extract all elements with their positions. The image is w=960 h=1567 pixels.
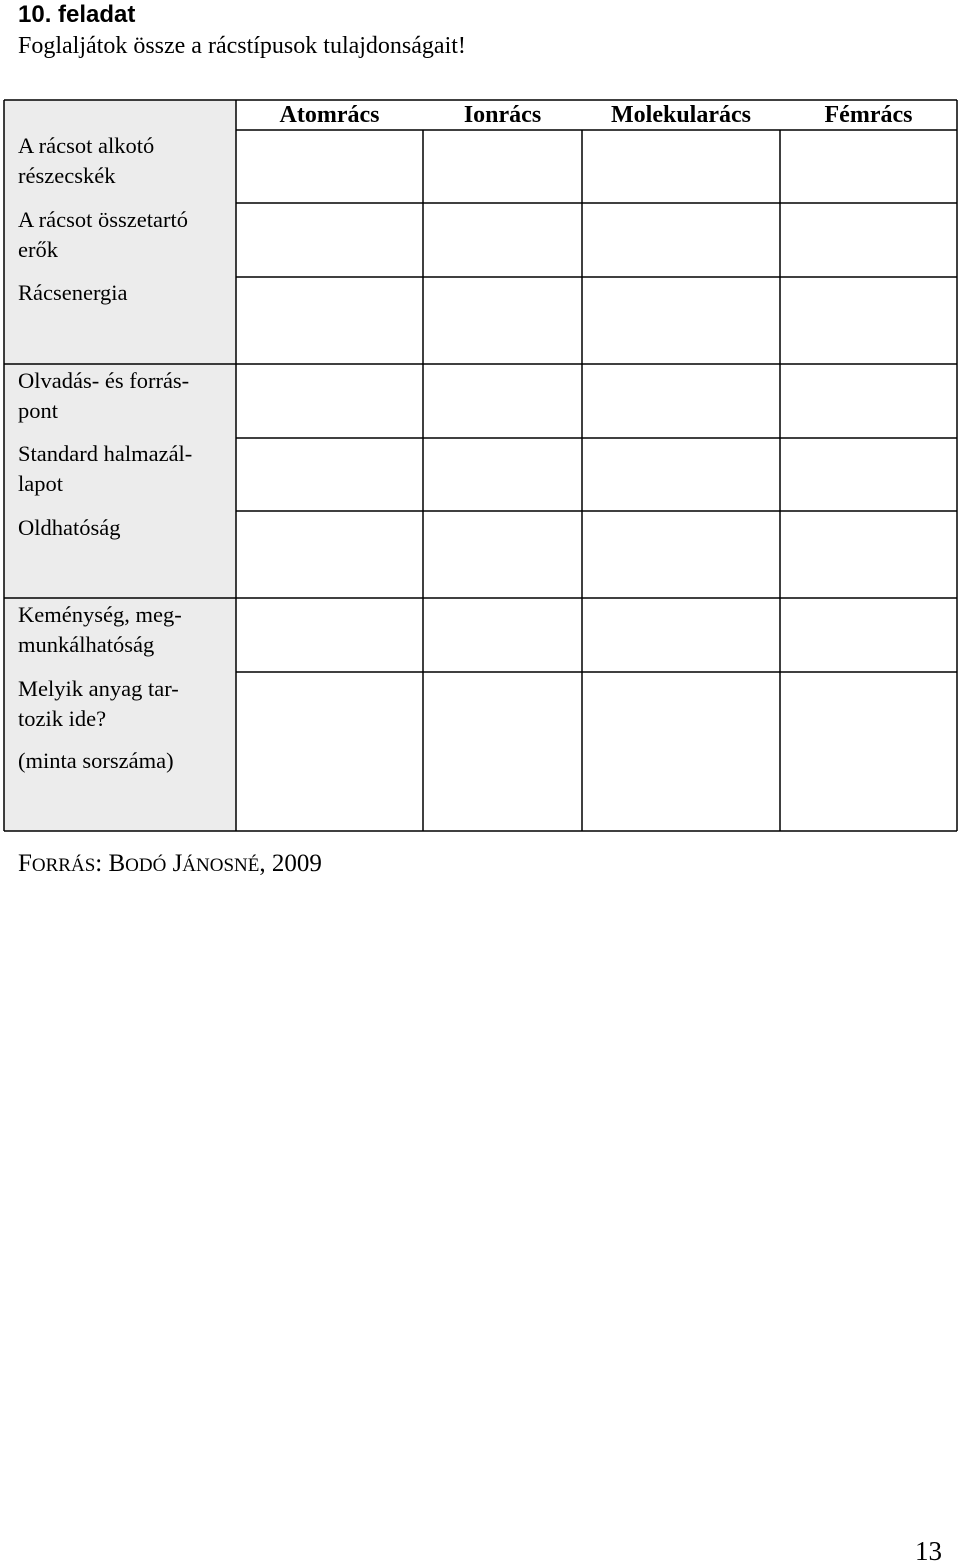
task-instruction: Foglaljátok össze a rácstípusok tulajdonságait! <box>18 33 466 59</box>
row-label-osszetarto-erok: A rácsot összetartó erők <box>18 207 188 262</box>
row-label-kemenyseg: Keménység, meg- munkálhatóság <box>18 602 182 657</box>
row-label-racsenergia: Rácsenergia <box>18 280 128 305</box>
column-header-ionracs: Ionrács <box>463 102 542 128</box>
task-number: 10. feladat <box>18 1 136 28</box>
page-number: 13 <box>915 1536 942 1566</box>
row-label-melyik-anyag: Melyik anyag tar- tozik ide? <box>18 676 179 731</box>
row-label-minta-sorszama: (minta sorszáma) <box>18 748 174 773</box>
column-header-molekularacs: Molekularács <box>611 102 751 128</box>
column-header-atomracs: Atomrács <box>279 102 380 128</box>
row-label-olvadaspont: Olvadás- és forrás- pont <box>18 368 190 423</box>
column-header-femracs: Fémrács <box>824 102 913 128</box>
row-label-reszecskek: A rácsot alkotó részecskék <box>18 133 155 188</box>
row-label-halmazallapot: Standard halmazál- lapot <box>18 441 193 496</box>
row-label-oldhatosag: Oldhatóság <box>18 515 121 540</box>
source-citation: FORRÁS: BODÓ JÁNOSNÉ, 2009 <box>18 850 322 877</box>
